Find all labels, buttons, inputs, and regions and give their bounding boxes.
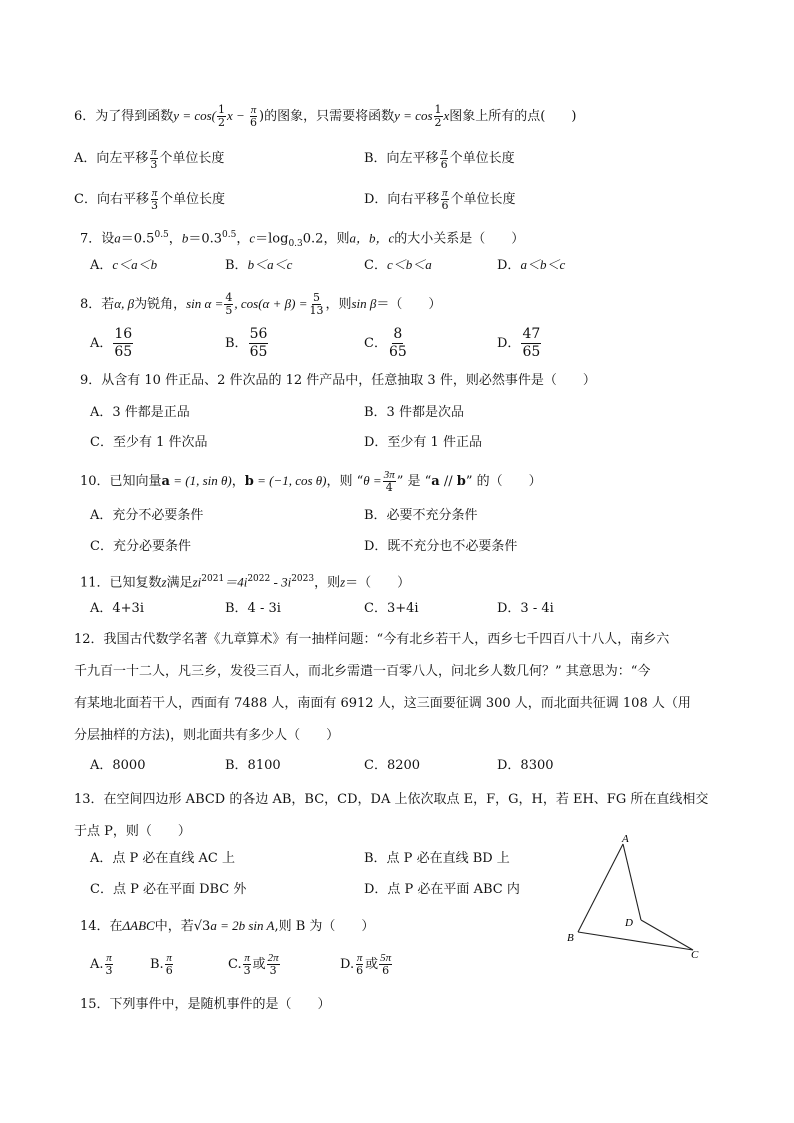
- q12-line3: 有某地北面若干人，西面有 7488 人，南面有 6912 人，这三面要征调 300 人，而北面共征调 108 人（用: [74, 696, 691, 711]
- edge-ab: [578, 844, 623, 932]
- q7-option-b[interactable]: B．b＜a＜c: [225, 257, 293, 273]
- q12-option-a[interactable]: A．8000: [90, 758, 146, 773]
- q7-option-a[interactable]: A．c＜a＜b: [90, 257, 158, 273]
- q6-number: 6．: [74, 109, 96, 124]
- q8-stem: 8．若α, β为锐角，sin α = $\frac{4}{5}$ , cos(α + β) = $\frac{5}{13}$ ，则sin β＝（ ）: [80, 291, 442, 317]
- q9-option-a[interactable]: A．3 件都是正品: [90, 405, 190, 420]
- q9-option-c[interactable]: C．至少有 1 件次品: [90, 435, 208, 450]
- q6-text2: 的图象，只需要将函数: [264, 109, 395, 124]
- point-b-label: B: [567, 932, 574, 944]
- q12-option-b[interactable]: B．8100: [225, 758, 281, 773]
- point-c-label: C: [691, 949, 699, 961]
- q13-option-b[interactable]: B．点 P 必在直线 BD 上: [364, 851, 510, 866]
- q12-option-d[interactable]: D．8300: [497, 758, 554, 773]
- q7-stem: 7．设$a=0.5^{0.5}$，$b=0.3^{0.5}$，$c=\log_{0.3}0.2$，则a，b，c的大小关系是（ ）: [80, 230, 525, 249]
- q14-option-d[interactable]: D. $\frac{\pi}{6}$ 或 $\frac{5\pi}{6}$: [340, 952, 392, 977]
- q14-stem: 14．在ΔABC中，若√3a = 2b sin A,则 B 为（ ）: [80, 918, 375, 934]
- q13-line2: 于点 P，则（ ）: [74, 824, 191, 839]
- q11-option-d[interactable]: D．3 - 4i: [497, 601, 554, 616]
- q11-option-a[interactable]: A．4+3i: [90, 601, 144, 616]
- q13-line1: 13．在空间四边形 ABCD 的各边 AB，BC，CD，DA 上依次取点 E，F，G，H，若 EH、FG 所在直线相交: [74, 792, 709, 807]
- edge-bc: [578, 932, 693, 950]
- q8-option-b[interactable]: B． $\frac{56}{65}$: [225, 326, 268, 360]
- q14-option-a[interactable]: A. $\frac{\pi}{3}$: [90, 952, 113, 977]
- q12-line2: 千九百一十二人，凡三乡，发役三百人，而北乡需遣一百零八人，问北乡人数几何？” 其意思为：“今: [74, 664, 651, 679]
- q6-stem: [74, 104, 576, 129]
- q8-option-a[interactable]: A． $\frac{16}{65}$: [90, 326, 133, 360]
- q6-option-a[interactable]: A．向左平移 $\frac{\pi}{3}$ 个单位长度: [74, 146, 225, 171]
- q6-option-b[interactable]: B．向左平移 $\frac{\pi}{6}$ 个单位长度: [364, 146, 515, 171]
- q7-option-c[interactable]: C．c＜b＜a: [364, 257, 432, 273]
- edge-da: [623, 844, 641, 920]
- point-a-label: A: [622, 833, 629, 845]
- point-d-label: D: [625, 917, 633, 929]
- q13-option-c[interactable]: C．点 P 必在平面 DBC 外: [90, 882, 247, 897]
- q6-frac-half2: $\frac{1}{2}$: [434, 103, 442, 129]
- q13-quadrilateral-figure: [565, 832, 715, 962]
- q11-stem: 11．已知复数z满足$zi^{2021}=4i^{2022} - 3i^{2023}$，则z＝（ ）: [80, 574, 411, 591]
- q14-option-c[interactable]: C. $\frac{\pi}{3}$ 或 $\frac{2\pi}{3}$: [228, 952, 279, 977]
- q14-option-b[interactable]: B. $\frac{\pi}{6}$: [150, 952, 173, 977]
- q6-frac-half: $\frac{1}{2}$: [218, 103, 225, 129]
- q13-option-a[interactable]: A．点 P 必在直线 AC 上: [90, 851, 235, 866]
- q6-option-c[interactable]: C．向右平移 $\frac{\pi}{3}$ 个单位长度: [74, 187, 225, 212]
- q9-option-d[interactable]: D．至少有 1 件正品: [364, 435, 482, 450]
- q6-text1: 为了得到函数: [95, 109, 174, 124]
- q15-stem: 15．下列事件中，是随机事件的是（ ）: [80, 997, 331, 1012]
- q8-option-c[interactable]: C． $\frac{8}{65}$: [364, 326, 407, 360]
- q9-stem: 9．从含有 10 件正品、2 件次品的 12 件产品中，任意抽取 3 件，则必然事件是（ ）: [80, 373, 596, 388]
- q11-option-b[interactable]: B．4 - 3i: [225, 601, 281, 616]
- q6-formula1-end: ): [259, 109, 265, 124]
- q8-option-d[interactable]: D． $\frac{47}{65}$: [497, 326, 541, 360]
- q12-line1: 12．我国古代数学名著《九章算术》有一抽样问题：“今有北乡若干人，西乡七千四百八十八人，南乡六: [74, 632, 670, 647]
- q6-formula1: y = cos(: [173, 108, 216, 123]
- q6-frac-pi6: $\frac{\pi}{6}$: [250, 104, 258, 129]
- q10-option-a[interactable]: A．充分不必要条件: [90, 508, 204, 523]
- q10-stem: 10．已知向量a = (1, sin θ)，b = (−1, cos θ)，则 “θ = $\frac{3\pi}{4}$ ” 是 “a // b” 的（ ）: [80, 469, 542, 494]
- q10-option-b[interactable]: B．必要不充分条件: [364, 508, 478, 523]
- q12-stem: [74, 624, 722, 752]
- q12-line4: 分层抽样的方法)，则北面共有多少人（ ）: [74, 728, 340, 743]
- q13-option-d[interactable]: D．点 P 必在平面 ABC 内: [364, 882, 520, 897]
- q6-formula1-mid: x −: [227, 108, 249, 123]
- q6-formula2-x: x: [443, 108, 450, 123]
- q6-option-d[interactable]: D．向右平移 $\frac{\pi}{6}$ 个单位长度: [364, 187, 516, 212]
- q7-option-d[interactable]: D．a＜b＜c: [497, 257, 566, 273]
- q11-option-c[interactable]: C．3+4i: [364, 601, 419, 616]
- q6-text3: 图象上所有的点( ): [449, 109, 577, 124]
- q6-formula2: y = cos: [394, 108, 433, 123]
- q12-option-c[interactable]: C．8200: [364, 758, 421, 773]
- q10-option-d[interactable]: D．既不充分也不必要条件: [364, 539, 518, 554]
- q9-option-b[interactable]: B．3 件都是次品: [364, 405, 464, 420]
- q10-option-c[interactable]: C．充分必要条件: [90, 539, 191, 554]
